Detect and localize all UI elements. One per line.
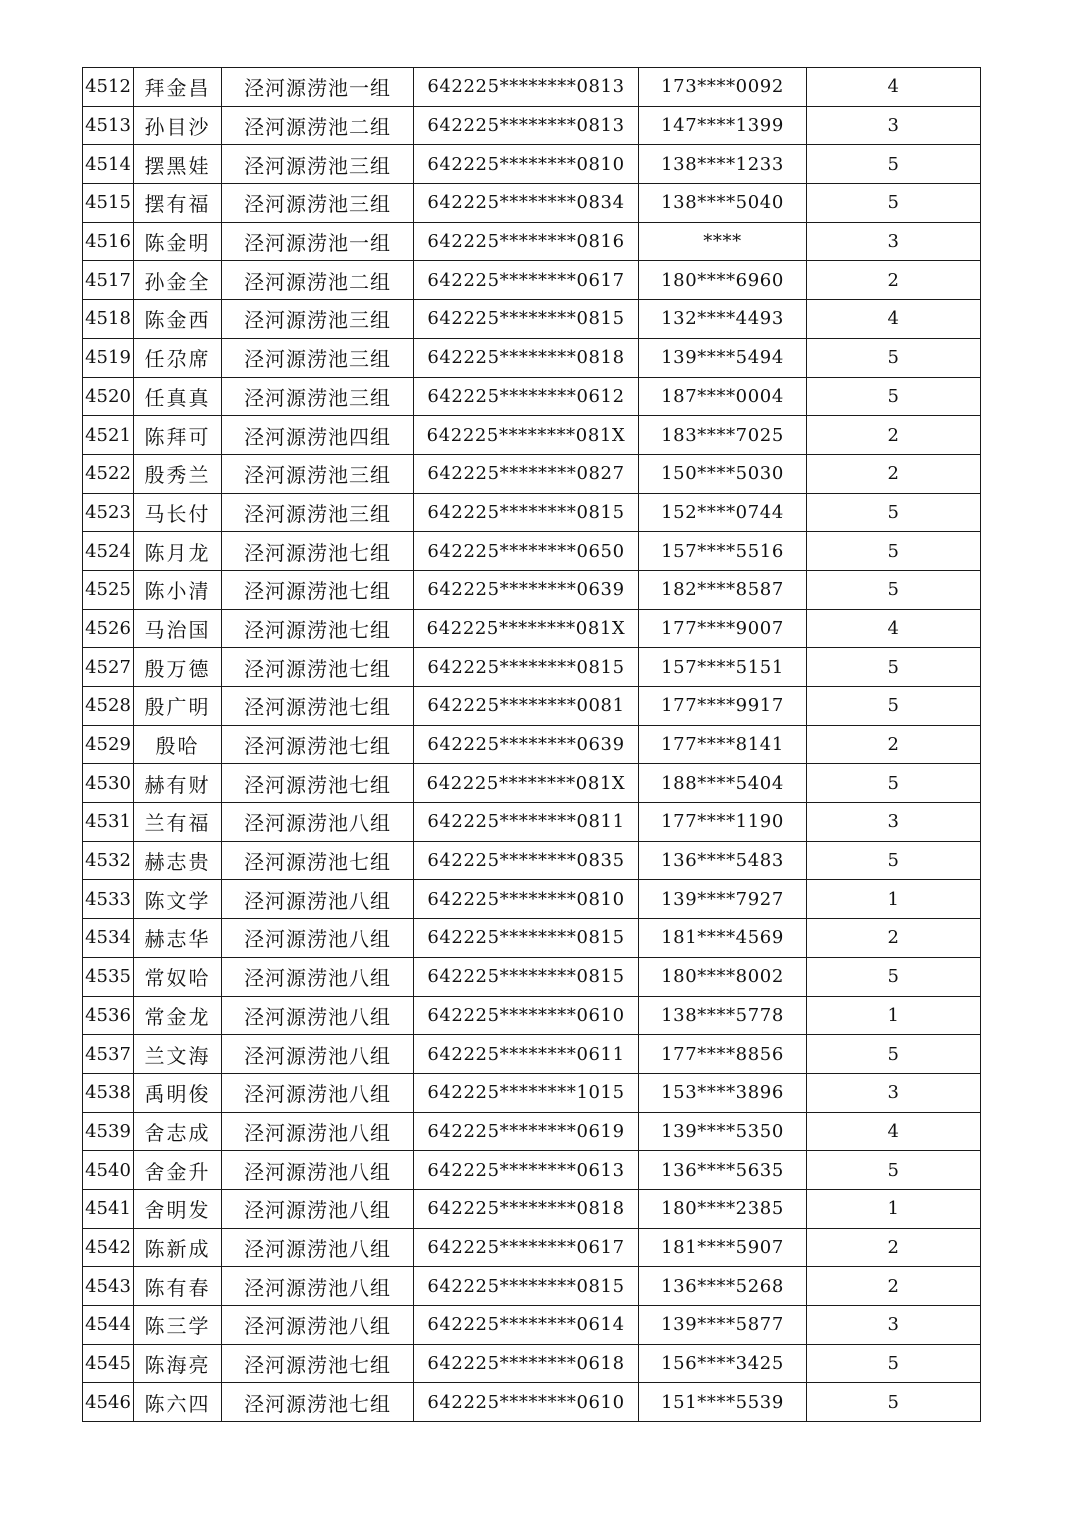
row-number-cell: 4537 <box>83 1035 134 1074</box>
id-number-cell: 642225********0818 <box>414 338 639 377</box>
person-name-cell: 陈海亮 <box>134 1344 222 1383</box>
table-row <box>83 222 981 261</box>
household-count-cell: 5 <box>807 1383 981 1422</box>
group-cell: 泾河源涝池一组 <box>222 222 414 261</box>
table-row <box>83 493 981 532</box>
row-number-cell: 4533 <box>83 880 134 919</box>
household-count-cell: 5 <box>807 648 981 687</box>
household-count-cell: 1 <box>807 880 981 919</box>
table-row <box>83 1344 981 1383</box>
phone-number-cell: 180****8002 <box>639 957 807 996</box>
household-count-cell: 4 <box>807 1112 981 1151</box>
household-count-cell: 5 <box>807 338 981 377</box>
row-number-cell: 4535 <box>83 957 134 996</box>
household-count-cell: 2 <box>807 725 981 764</box>
id-number-cell: 642225********0810 <box>414 145 639 184</box>
row-number-cell: 4522 <box>83 454 134 493</box>
household-count-cell: 1 <box>807 1189 981 1228</box>
person-name-cell: 陈新成 <box>134 1228 222 1267</box>
group-cell: 泾河源涝池二组 <box>222 261 414 300</box>
household-count-cell: 2 <box>807 416 981 455</box>
phone-number-cell: 177****9007 <box>639 609 807 648</box>
row-number-cell: 4515 <box>83 184 134 223</box>
row-number-cell: 4530 <box>83 764 134 803</box>
household-count-cell: 2 <box>807 261 981 300</box>
id-number-cell: 642225********0813 <box>414 68 639 107</box>
table-row <box>83 1383 981 1422</box>
household-count-cell: 5 <box>807 145 981 184</box>
household-count-cell: 5 <box>807 1151 981 1190</box>
id-number-cell: 642225********0081 <box>414 687 639 726</box>
id-number-cell: 642225********0618 <box>414 1344 639 1383</box>
household-count-cell: 3 <box>807 1306 981 1345</box>
group-cell: 泾河源涝池七组 <box>222 764 414 803</box>
group-cell: 泾河源涝池八组 <box>222 1306 414 1345</box>
group-cell: 泾河源涝池七组 <box>222 1344 414 1383</box>
id-number-cell: 642225********081X <box>414 416 639 455</box>
group-cell: 泾河源涝池七组 <box>222 648 414 687</box>
group-cell: 泾河源涝池八组 <box>222 1073 414 1112</box>
person-name-cell: 孙金全 <box>134 261 222 300</box>
id-number-cell: 642225********0612 <box>414 377 639 416</box>
phone-number-cell: 183****7025 <box>639 416 807 455</box>
table-row <box>83 1189 981 1228</box>
phone-number-cell: 136****5635 <box>639 1151 807 1190</box>
household-count-cell: 5 <box>807 493 981 532</box>
id-number-cell: 642225********0614 <box>414 1306 639 1345</box>
row-number-cell: 4519 <box>83 338 134 377</box>
phone-number-cell: 147****1399 <box>639 106 807 145</box>
household-count-cell: 5 <box>807 570 981 609</box>
row-number-cell: 4539 <box>83 1112 134 1151</box>
household-count-cell: 4 <box>807 68 981 107</box>
group-cell: 泾河源涝池一组 <box>222 68 414 107</box>
person-name-cell: 陈金明 <box>134 222 222 261</box>
id-number-cell: 642225********0815 <box>414 300 639 339</box>
row-number-cell: 4523 <box>83 493 134 532</box>
group-cell: 泾河源涝池三组 <box>222 493 414 532</box>
phone-number-cell: 136****5483 <box>639 841 807 880</box>
household-count-cell: 2 <box>807 454 981 493</box>
person-name-cell: 马治国 <box>134 609 222 648</box>
table-row <box>83 1112 981 1151</box>
person-name-cell: 赫志贵 <box>134 841 222 880</box>
table-row <box>83 1306 981 1345</box>
phone-number-cell: 139****5494 <box>639 338 807 377</box>
person-name-cell: 摆黑娃 <box>134 145 222 184</box>
person-name-cell: 陈小清 <box>134 570 222 609</box>
id-number-cell: 642225********0617 <box>414 261 639 300</box>
id-number-cell: 642225********0835 <box>414 841 639 880</box>
id-number-cell: 642225********081X <box>414 609 639 648</box>
id-number-cell: 642225********0818 <box>414 1189 639 1228</box>
row-number-cell: 4543 <box>83 1267 134 1306</box>
household-count-cell: 3 <box>807 106 981 145</box>
table-row <box>83 957 981 996</box>
household-count-cell: 5 <box>807 1344 981 1383</box>
person-name-cell: 陈拜可 <box>134 416 222 455</box>
phone-number-cell: 177****9917 <box>639 687 807 726</box>
phone-number-cell: 139****5877 <box>639 1306 807 1345</box>
row-number-cell: 4514 <box>83 145 134 184</box>
row-number-cell: 4531 <box>83 803 134 842</box>
table-row <box>83 764 981 803</box>
group-cell: 泾河源涝池七组 <box>222 841 414 880</box>
table-row <box>83 145 981 184</box>
household-count-cell: 5 <box>807 1035 981 1074</box>
id-number-cell: 642225********0834 <box>414 184 639 223</box>
group-cell: 泾河源涝池三组 <box>222 377 414 416</box>
household-count-cell: 3 <box>807 1073 981 1112</box>
group-cell: 泾河源涝池七组 <box>222 570 414 609</box>
id-number-cell: 642225********0816 <box>414 222 639 261</box>
phone-number-cell: 157****5516 <box>639 532 807 571</box>
person-name-cell: 舍明发 <box>134 1189 222 1228</box>
person-name-cell: 摆有福 <box>134 184 222 223</box>
household-count-cell: 5 <box>807 532 981 571</box>
person-name-cell: 陈月龙 <box>134 532 222 571</box>
row-number-cell: 4532 <box>83 841 134 880</box>
household-count-cell: 2 <box>807 919 981 958</box>
group-cell: 泾河源涝池二组 <box>222 106 414 145</box>
table-row <box>83 300 981 339</box>
group-cell: 泾河源涝池八组 <box>222 1035 414 1074</box>
row-number-cell: 4544 <box>83 1306 134 1345</box>
id-number-cell: 642225********0617 <box>414 1228 639 1267</box>
table-row <box>83 687 981 726</box>
id-number-cell: 642225********0619 <box>414 1112 639 1151</box>
phone-number-cell: 138****5040 <box>639 184 807 223</box>
person-name-cell: 任真真 <box>134 377 222 416</box>
group-cell: 泾河源涝池七组 <box>222 687 414 726</box>
person-name-cell: 殷万德 <box>134 648 222 687</box>
person-name-cell: 陈有春 <box>134 1267 222 1306</box>
phone-number-cell: 157****5151 <box>639 648 807 687</box>
person-name-cell: 殷广明 <box>134 687 222 726</box>
table-row <box>83 609 981 648</box>
table-row <box>83 377 981 416</box>
phone-number-cell: 173****0092 <box>639 68 807 107</box>
id-number-cell: 642225********081X <box>414 764 639 803</box>
id-number-cell: 642225********0650 <box>414 532 639 571</box>
household-count-cell: 3 <box>807 222 981 261</box>
row-number-cell: 4526 <box>83 609 134 648</box>
table-row <box>83 725 981 764</box>
table-row <box>83 648 981 687</box>
table-row <box>83 841 981 880</box>
phone-number-cell: 138****5778 <box>639 996 807 1035</box>
table-row <box>83 106 981 145</box>
group-cell: 泾河源涝池四组 <box>222 416 414 455</box>
table-row <box>83 570 981 609</box>
row-number-cell: 4518 <box>83 300 134 339</box>
group-cell: 泾河源涝池八组 <box>222 880 414 919</box>
table-row <box>83 338 981 377</box>
phone-number-cell: 177****1190 <box>639 803 807 842</box>
row-number-cell: 4527 <box>83 648 134 687</box>
household-count-cell: 5 <box>807 687 981 726</box>
person-name-cell: 拜金昌 <box>134 68 222 107</box>
phone-number-cell: 182****8587 <box>639 570 807 609</box>
household-table <box>82 67 981 1422</box>
group-cell: 泾河源涝池七组 <box>222 1383 414 1422</box>
phone-number-cell: 187****0004 <box>639 377 807 416</box>
phone-number-cell: 138****1233 <box>639 145 807 184</box>
phone-number-cell: 153****3896 <box>639 1073 807 1112</box>
household-count-cell: 5 <box>807 184 981 223</box>
id-number-cell: 642225********0815 <box>414 957 639 996</box>
row-number-cell: 4529 <box>83 725 134 764</box>
group-cell: 泾河源涝池三组 <box>222 145 414 184</box>
row-number-cell: 4521 <box>83 416 134 455</box>
phone-number-cell: 151****5539 <box>639 1383 807 1422</box>
id-number-cell: 642225********0610 <box>414 996 639 1035</box>
table-row <box>83 261 981 300</box>
group-cell: 泾河源涝池八组 <box>222 1189 414 1228</box>
person-name-cell: 舍志成 <box>134 1112 222 1151</box>
person-name-cell: 孙目沙 <box>134 106 222 145</box>
group-cell: 泾河源涝池七组 <box>222 532 414 571</box>
person-name-cell: 任尕席 <box>134 338 222 377</box>
group-cell: 泾河源涝池七组 <box>222 609 414 648</box>
table-row <box>83 880 981 919</box>
household-count-cell: 1 <box>807 996 981 1035</box>
id-number-cell: 642225********0815 <box>414 493 639 532</box>
person-name-cell: 陈六四 <box>134 1383 222 1422</box>
group-cell: 泾河源涝池七组 <box>222 725 414 764</box>
phone-number-cell: 180****2385 <box>639 1189 807 1228</box>
phone-number-cell: 139****5350 <box>639 1112 807 1151</box>
table-row <box>83 1151 981 1190</box>
row-number-cell: 4540 <box>83 1151 134 1190</box>
phone-number-cell: 156****3425 <box>639 1344 807 1383</box>
group-cell: 泾河源涝池三组 <box>222 184 414 223</box>
person-name-cell: 殷秀兰 <box>134 454 222 493</box>
household-count-cell: 4 <box>807 300 981 339</box>
phone-number-cell: 136****5268 <box>639 1267 807 1306</box>
phone-number-cell: 181****5907 <box>639 1228 807 1267</box>
household-count-cell: 5 <box>807 764 981 803</box>
phone-number-cell: 180****6960 <box>639 261 807 300</box>
id-number-cell: 642225********0613 <box>414 1151 639 1190</box>
person-name-cell: 常奴哈 <box>134 957 222 996</box>
phone-number-cell: 177****8141 <box>639 725 807 764</box>
phone-number-cell: 177****8856 <box>639 1035 807 1074</box>
person-name-cell: 禹明俊 <box>134 1073 222 1112</box>
group-cell: 泾河源涝池八组 <box>222 1112 414 1151</box>
table-row <box>83 1073 981 1112</box>
table-row <box>83 1228 981 1267</box>
person-name-cell: 陈文学 <box>134 880 222 919</box>
id-number-cell: 642225********0639 <box>414 570 639 609</box>
person-name-cell: 常金龙 <box>134 996 222 1035</box>
group-cell: 泾河源涝池三组 <box>222 300 414 339</box>
person-name-cell: 马长付 <box>134 493 222 532</box>
id-number-cell: 642225********0639 <box>414 725 639 764</box>
table-row <box>83 1267 981 1306</box>
table-row <box>83 454 981 493</box>
row-number-cell: 4516 <box>83 222 134 261</box>
row-number-cell: 4546 <box>83 1383 134 1422</box>
table-row <box>83 184 981 223</box>
person-name-cell: 赫有财 <box>134 764 222 803</box>
group-cell: 泾河源涝池八组 <box>222 957 414 996</box>
person-name-cell: 舍金升 <box>134 1151 222 1190</box>
group-cell: 泾河源涝池三组 <box>222 454 414 493</box>
household-count-cell: 2 <box>807 1228 981 1267</box>
row-number-cell: 4541 <box>83 1189 134 1228</box>
person-name-cell: 赫志华 <box>134 919 222 958</box>
group-cell: 泾河源涝池八组 <box>222 919 414 958</box>
row-number-cell: 4512 <box>83 68 134 107</box>
id-number-cell: 642225********0811 <box>414 803 639 842</box>
phone-number-cell: 132****4493 <box>639 300 807 339</box>
household-count-cell: 5 <box>807 957 981 996</box>
person-name-cell: 殷哈 <box>134 725 222 764</box>
table-row <box>83 532 981 571</box>
household-count-cell: 5 <box>807 841 981 880</box>
group-cell: 泾河源涝池八组 <box>222 996 414 1035</box>
row-number-cell: 4513 <box>83 106 134 145</box>
id-number-cell: 642225********0610 <box>414 1383 639 1422</box>
person-name-cell: 兰文海 <box>134 1035 222 1074</box>
group-cell: 泾河源涝池八组 <box>222 803 414 842</box>
table-row <box>83 1035 981 1074</box>
row-number-cell: 4524 <box>83 532 134 571</box>
row-number-cell: 4520 <box>83 377 134 416</box>
phone-number-cell: 150****5030 <box>639 454 807 493</box>
row-number-cell: 4545 <box>83 1344 134 1383</box>
table-row <box>83 68 981 107</box>
person-name-cell: 陈金西 <box>134 300 222 339</box>
group-cell: 泾河源涝池八组 <box>222 1228 414 1267</box>
table-row <box>83 919 981 958</box>
id-number-cell: 642225********0611 <box>414 1035 639 1074</box>
table-row <box>83 416 981 455</box>
household-count-cell: 2 <box>807 1267 981 1306</box>
id-number-cell: 642225********0815 <box>414 919 639 958</box>
table-body <box>83 68 981 1422</box>
table-row <box>83 996 981 1035</box>
id-number-cell: 642225********0810 <box>414 880 639 919</box>
id-number-cell: 642225********0827 <box>414 454 639 493</box>
row-number-cell: 4525 <box>83 570 134 609</box>
household-count-cell: 4 <box>807 609 981 648</box>
row-number-cell: 4528 <box>83 687 134 726</box>
phone-number-cell: 139****7927 <box>639 880 807 919</box>
id-number-cell: 642225********0813 <box>414 106 639 145</box>
group-cell: 泾河源涝池八组 <box>222 1151 414 1190</box>
group-cell: 泾河源涝池三组 <box>222 338 414 377</box>
person-name-cell: 兰有福 <box>134 803 222 842</box>
table-row <box>83 803 981 842</box>
phone-number-cell: **** <box>639 222 807 261</box>
household-count-cell: 3 <box>807 803 981 842</box>
row-number-cell: 4534 <box>83 919 134 958</box>
row-number-cell: 4538 <box>83 1073 134 1112</box>
row-number-cell: 4542 <box>83 1228 134 1267</box>
row-number-cell: 4536 <box>83 996 134 1035</box>
phone-number-cell: 181****4569 <box>639 919 807 958</box>
phone-number-cell: 188****5404 <box>639 764 807 803</box>
id-number-cell: 642225********0815 <box>414 1267 639 1306</box>
person-name-cell: 陈三学 <box>134 1306 222 1345</box>
id-number-cell: 642225********0815 <box>414 648 639 687</box>
phone-number-cell: 152****0744 <box>639 493 807 532</box>
id-number-cell: 642225********1015 <box>414 1073 639 1112</box>
group-cell: 泾河源涝池八组 <box>222 1267 414 1306</box>
row-number-cell: 4517 <box>83 261 134 300</box>
household-count-cell: 5 <box>807 377 981 416</box>
